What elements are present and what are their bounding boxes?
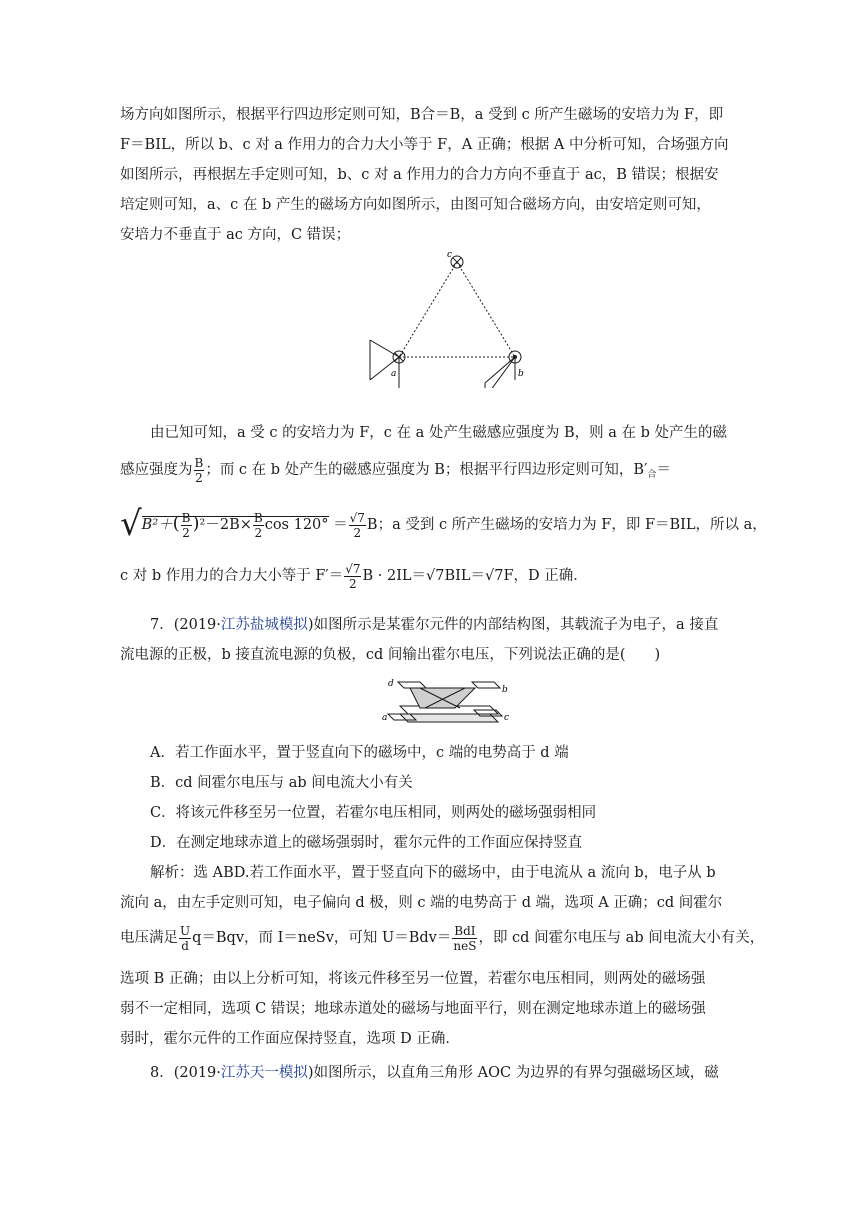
question-source: 江苏天一模拟 [220, 1065, 308, 1081]
solution-line: 电压满足 $\frac{U}{d}$ q＝Bqv，而 I＝neSv，可知 U＝Bdv＝ $\frac{\text{BdI}}{\text{neS}}$ ，即 cd 间霍尔电压与 ab 间电流大小有关， [120, 923, 765, 953]
fraction: $\frac{√7}{2}$ [349, 510, 365, 540]
question-7-stem: 7．(2019·江苏盐城模拟)如图所示是某霍尔元件的内部结构图，其载流子为电子，a 接直 [150, 617, 719, 633]
text-line: 由已知可知，a 受 c 的安培力为 F，c 在 a 处产生磁感应强度为 B，则 a 在 b 处产生的磁 [150, 425, 727, 441]
force-diagram [360, 248, 530, 388]
label-b: b [518, 369, 524, 379]
text-line: c 对 b 作用力的合力大小等于 F′＝ $\frac{√7}{2}$ B · 2IL＝√7BIL＝√7F，D 正确． [120, 561, 588, 591]
text-line: 场方向如图所示，根据平行四边形定则可知，B合＝B，a 受到 c 所产生磁场的安培力为 F，即 [120, 107, 724, 123]
option-b: B．cd 间霍尔电压与 ab 间电流大小有关 [150, 775, 413, 791]
question-source: 江苏盐城模拟 [220, 617, 308, 633]
solution-line: 弱时，霍尔元件的工作面应保持竖直，选项 D 正确． [120, 1031, 460, 1047]
text-line: 安培力不垂直于 ac 方向，C 错误； [120, 227, 351, 243]
option-d: D．在测定地球赤道上的磁场强弱时，霍尔元件的工作面应保持竖直 [150, 835, 583, 851]
text-line: F＝BIL，所以 b、c 对 a 作用力的合力大小等于 F，A 正确；根据 A 中分析可知，合场强方向 [120, 137, 729, 153]
sqrt-radicand: B²＋( $\frac{B}{2}$ )²－2B× $\frac{B}{2}$ cos 120° [141, 510, 329, 540]
text-line: √B²＋( $\frac{B}{2}$ )²－2B× $\frac{B}{2}$ cos 120° ＝ $\frac{√7}{2}$ B；a 受到 c 所产生磁场的安培力为 F，即 F＝BIL，所以 a， [120, 504, 767, 544]
solution-line: 解析：选 ABD.若工作面水平，置于竖直向下的磁场中，由于电流从 a 流向 b，电子从 b [150, 865, 716, 881]
fraction: $\frac{B}{2}$ [194, 455, 204, 485]
sqrt-sign: √ [120, 504, 142, 544]
solution-line: 选项 B 正确；由以上分析可知，将该元件移至另一位置，若霍尔电压相同，则两处的磁场强 [120, 971, 706, 987]
label-c: c [504, 713, 510, 723]
text-line: 流电源的正极，b 接直流电源的负极，cd 间输出霍尔电压，下列说法正确的是( ) [120, 647, 661, 663]
label-b: b [502, 685, 508, 695]
fraction: $\frac{\text{BdI}}{\text{neS}}$ [453, 923, 477, 953]
hall-element-diagram [380, 672, 510, 732]
solution-line: 流向 a，由左手定则可知，电子偏向 d 极，则 c 端的电势高于 d 端，选项 A 正确；cd 间霍尔 [120, 895, 723, 911]
text-line: 感应强度为 $\frac{B}{2}$ ；而 c 在 b 处产生的磁感应强度为 B；根据平行四边形定则可知，$B'_合=$ [120, 455, 671, 485]
fraction: $\frac{√7}{2}$ [345, 561, 361, 591]
label-d: d [388, 679, 394, 689]
option-c: C．将该元件移至另一位置，若霍尔电压相同，则两处的磁场强弱相同 [150, 805, 597, 821]
fraction: $\frac{U}{d}$ [180, 923, 191, 953]
text-line: 如图所示，再根据左手定则可知，b、c 对 a 作用力的合力方向不垂直于 ac，B 错误；根据安 [120, 167, 719, 183]
text-line: 培定则可知，a、c 在 b 产生的磁场方向如图所示，由图可知合磁场方向，由安培定则可知， [120, 197, 711, 213]
label-c: c [447, 250, 453, 260]
label-a: a [391, 369, 397, 379]
label-a: a [382, 713, 388, 723]
question-8-stem: 8．(2019·江苏天一模拟)如图所示，以直角三角形 AOC 为边界的有界匀强磁场区域，磁 [150, 1065, 719, 1081]
option-a: A．若工作面水平，置于竖直向下的磁场中，c 端的电势高于 d 端 [150, 745, 569, 761]
solution-line: 弱不一定相同，选项 C 错误；地球赤道处的磁场与地面平行，则在测定地球赤道上的磁场强 [120, 1001, 706, 1017]
